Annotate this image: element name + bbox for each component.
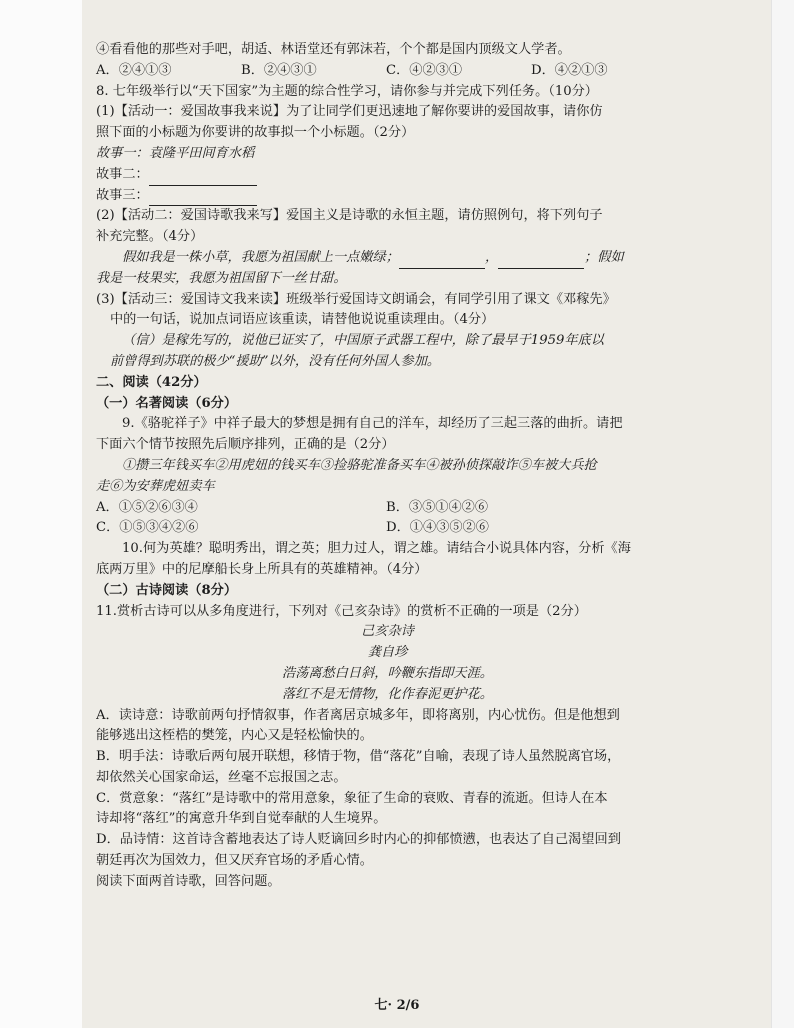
- q9-line3: ①攒三年钱买车②用虎妞的钱买车③捡骆驼准备买车④被孙侦探敲诈⑤车被大兵抢: [122, 457, 597, 473]
- q8-poem-blank-2[interactable]: [498, 253, 584, 269]
- q8-story2-blank[interactable]: [149, 170, 257, 186]
- q8-quote-line1: （信）是稼先写的，说他已证实了，中国原子武器工程中，除了最早于1959年底以: [122, 333, 604, 349]
- section2-sub2: （二）古诗阅读（8分）: [96, 582, 238, 598]
- q8-stem: 8. 七年级举行以“天下国家”为主题的综合性学习，请你参与并完成下列任务。（10分）: [96, 83, 598, 99]
- q11-option-a-line1: A．读诗意：诗歌前两句抒情叙事，作者离居京城多年，即将离别，内心忧伤。但是他想到: [96, 707, 620, 723]
- q10-line2: 底两万里》中的尼摩船长身上所具有的英雄精神。（4分）: [96, 561, 428, 577]
- q8-activity1-line1: (1)【活动一：爱国故事我来说】为了让同学们更迅速地了解你要讲的爱国故事，请你仿: [96, 104, 603, 120]
- q8-poem-a: 假如我是一株小草，我愿为祖国献上一点嫩绿；: [122, 249, 399, 265]
- poem-title: 己亥杂诗: [361, 624, 414, 640]
- q8-activity3-line2: 中的一句话，说加点词语应该重读，请替他说说重读理由。（4分）: [110, 312, 495, 328]
- q9-option-b: B．③⑤①④②⑥: [386, 499, 489, 515]
- q8-story2-label: 故事二：: [96, 166, 149, 182]
- q9-option-d: D．①④③⑤②⑥: [386, 520, 489, 536]
- scan-right-edge: [771, 0, 794, 1028]
- poem-line2: 落红不是无情物，化作春泥更护花。: [282, 686, 493, 702]
- q11-option-b-line2: 却依然关心国家命运，丝毫不忘报国之志。: [96, 769, 347, 785]
- q8-story2-row: [96, 165, 679, 186]
- page-number: 七· 2/6: [374, 998, 420, 1013]
- q7-option-a: A．②④①③: [96, 62, 172, 78]
- q8-poem-blank-1[interactable]: [399, 253, 485, 269]
- section2-sub1: （一）名著阅读（6分）: [96, 395, 238, 411]
- scan-left-margin: [0, 0, 82, 1028]
- q9-options-row1: [96, 498, 679, 519]
- q8-story3-blank[interactable]: [149, 190, 257, 206]
- q8-activity2-line1: (2)【活动二：爱国诗歌我来写】爱国主义是诗歌的永恒主题，请仿照例句，将下列句子: [96, 208, 603, 224]
- q8-poem-line1: [96, 248, 679, 269]
- q7-option-d: D．④②①③: [531, 62, 608, 78]
- q8-activity1-line2: 照下面的小标题为你要讲的故事拟一个小标题。（2分）: [96, 125, 415, 141]
- q7-option-b: B．②④③①: [241, 62, 317, 78]
- q7-item-4: ④看看他的那些对手吧，胡适、林语堂还有郭沫若，个个都是国内顶级文人学者。: [96, 42, 571, 57]
- q9-line4: 走⑥为安葬虎妞卖车: [96, 478, 215, 494]
- q7-option-c: C．④②③①: [386, 62, 463, 78]
- q8-poem-line2: 我是一枝果实，我愿为祖国留下一丝甘甜。: [96, 270, 347, 286]
- q9-option-a: A．①⑤②⑥③④: [96, 499, 198, 515]
- q8-story3-row: [96, 186, 679, 207]
- q8-activity2-line2: 补充完整。（4分）: [96, 229, 204, 245]
- q9-line2: 下面六个情节按照先后顺序排列，正确的是（2分）: [96, 437, 395, 453]
- next-poems-instruction: 阅读下面两首诗歌，回答问题。: [96, 873, 281, 889]
- q11-option-c-line2: 诗却将“落红”的寓意升华到自觉奉献的人生境界。: [96, 811, 387, 827]
- q8-story3-label: 故事三：: [96, 187, 149, 203]
- q8-poem-c: ；假如: [584, 249, 624, 265]
- q11-option-d-line2: 朝廷再次为国效力，但又厌弃官场的矛盾心情。: [96, 853, 373, 869]
- q11-option-d-line1: D．品诗情：这首诗含蓄地表达了诗人贬谪回乡时内心的抑郁愤懑，也表达了自己渴望回到: [96, 832, 621, 848]
- q8-activity3-line1: (3)【活动三：爱国诗文我来读】班级举行爱国诗文朗诵会，有同学引用了课文《邓稼先》: [96, 291, 616, 307]
- section2-title: 二、阅读（42分）: [96, 374, 207, 390]
- q11-option-b-line1: B．明手法：诗歌后两句展开联想，移情于物，借“落花”自喻，表现了诗人虽然脱离官场，: [96, 749, 621, 765]
- page-content: [96, 40, 679, 893]
- q7-options: [96, 61, 679, 82]
- q8-poem-b: ，: [484, 249, 499, 265]
- poem-line1: 浩荡离愁白日斜，吟鞭东指即天涯。: [282, 665, 493, 681]
- q11-stem: 11.赏析古诗可以从多角度进行，下列对《己亥杂诗》的赏析不正确的一项是（2分）: [96, 603, 587, 619]
- q9-options-row2: [96, 518, 679, 539]
- poem-author: 龚自珍: [367, 645, 408, 661]
- q9-line1: 9.《骆驼祥子》中祥子最大的梦想是拥有自己的洋车，却经历了三起三落的曲折。请把: [122, 416, 623, 432]
- q11-option-a-line2: 能够逃出这桎梏的樊笼，内心又是轻松愉快的。: [96, 728, 373, 744]
- q8-quote-line2: 前曾得到苏联的极少“援助”以外，没有任何外国人参加。: [110, 353, 440, 369]
- q9-option-c: C．①⑤③④②⑥: [96, 520, 199, 536]
- q10-line1: 10.何为英雄？聪明秀出，谓之英；胆力过人，谓之雄。请结合小说具体内容，分析《海: [122, 541, 631, 557]
- q11-option-c-line1: C．赏意象：“落红”是诗歌中的常用意象，象征了生命的衰败、青春的流逝。但诗人在本: [96, 790, 608, 806]
- q8-story1: 故事一：袁隆平田间育水稻: [96, 145, 255, 161]
